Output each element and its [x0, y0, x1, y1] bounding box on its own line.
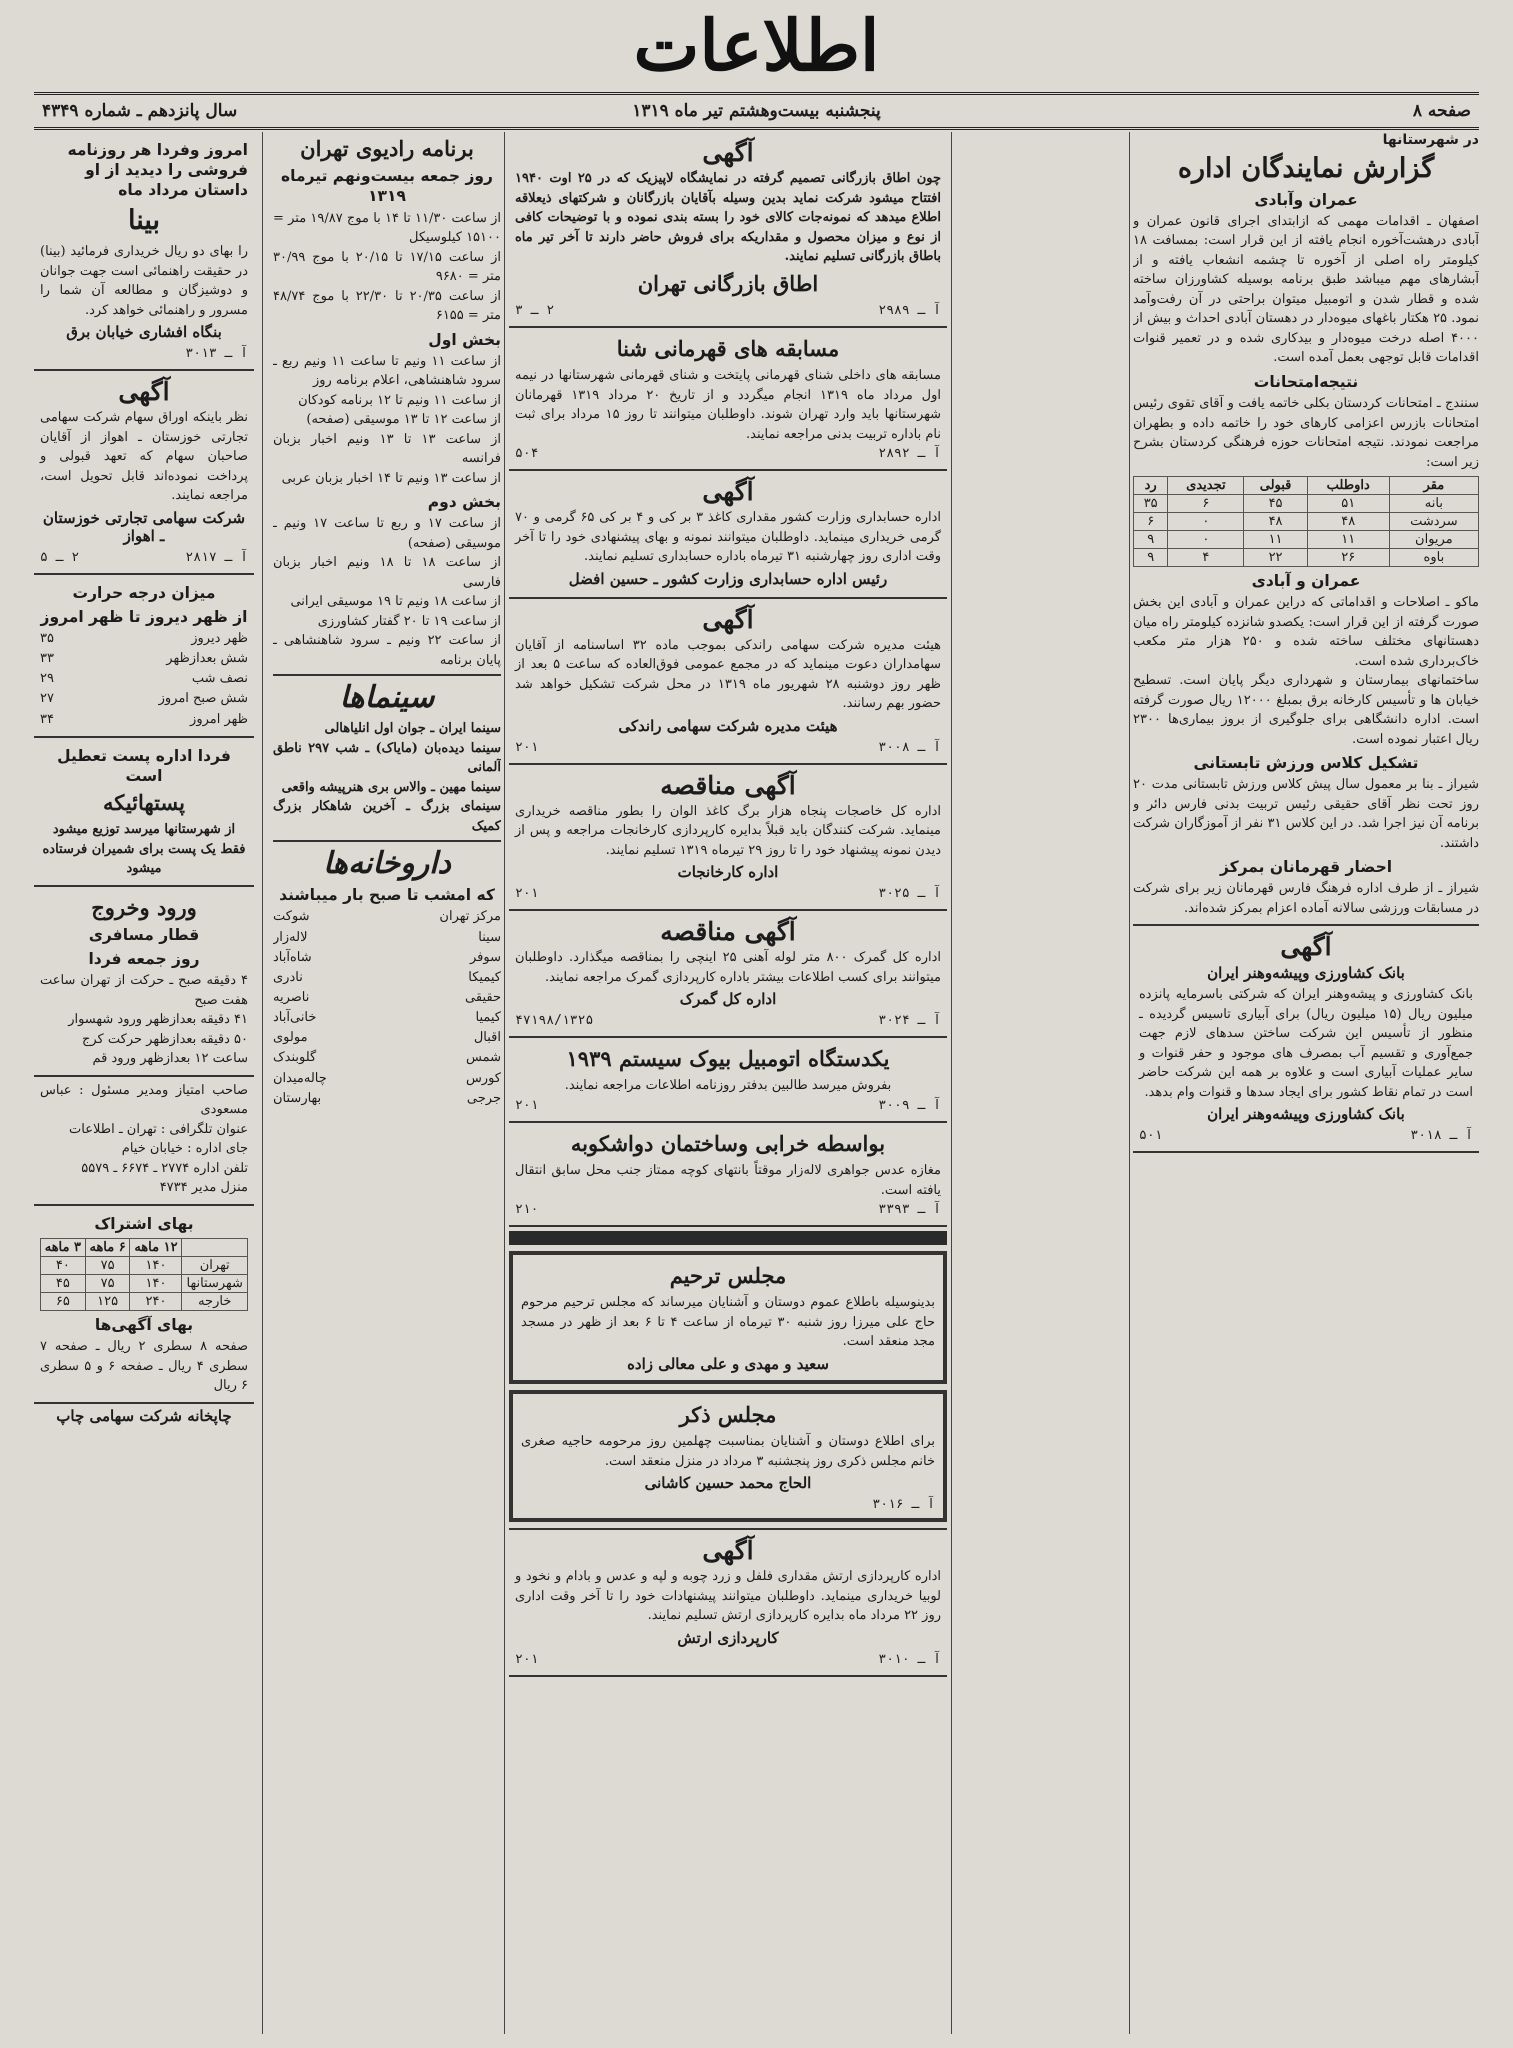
ad-heading: آگهی — [702, 604, 754, 634]
table-cell: ۰ — [1168, 531, 1244, 549]
ad-text: بانک کشاورزی و پیشه‌وهنر ایران که شرکتی باسرمایه پانزده میلیون ریال (۱۵ میلیون ریال) برای آبیاری تاسیس گردیده ـ منظور از تأسیس این شرکت ساختن سدهای لازم جهت جمع‌آوری و تقسیم آب بمصرف های موجود و حفر قنوات و سایر عملیات آبیاری است و علاوه بر همه این شرکت حاضر است در تمام نقاط کشور برای ایجاد سدها و قنوات وام بدهد. — [1139, 987, 1473, 1100]
table-cell: ۴۵ — [1244, 495, 1307, 513]
issue-date: پنجشنبه بیست‌وهشتم تیر ماه ۱۳۱۹ — [632, 101, 881, 121]
radio-item: از ساعت ۱۳ ونیم تا ۱۴ اخبار بزبان عربی — [281, 470, 501, 486]
novel-name: بینا — [127, 205, 161, 237]
ref-code: آ ـ ۳۰۲۵ — [878, 886, 941, 901]
swim-contest — [509, 328, 947, 471]
ad-reference — [515, 884, 941, 903]
ad-reference — [515, 1650, 941, 1669]
ad-text: مسابقه های داخلی شنای قهرمانی پایتخت و شنای قهرمانی شهرستانها در نیمه اول مرداد ماه ۱۳۱۹ انجام میگردد و از تاریخ ۲۰ مرداد ۱۳۱۹ قهرمانان شهرستانها باید وارد تهران شوند. داوطلبان میتوانند تا روز ۱۵ مرداد برای ثبت نام باداره تربیت بدنی مراجعه نمایند. — [515, 368, 942, 442]
time-label: شش بعدازظهر — [166, 651, 248, 667]
ad-text: هیئت مدیره شرکت سهامی راندکی بموجب ماده ۳۲ اساسنامه از آقایان سهامداران دعوت مینماید که در مجمع عمومی فوق‌العاده که ساعت ۵ بعد از ظهر روز دوشنبه ۲۸ شهریور ماه ۱۳۱۹ در محل شرکت تشکیل خواهد شد حضور بهم رسانند. — [515, 637, 941, 711]
table-cell: ۷۵ — [85, 1256, 130, 1274]
ref-code: ۵۰۱ — [1139, 1128, 1163, 1144]
temperature-subtitle: از ظهر دیروز تا ظهر امروز — [40, 607, 248, 626]
table-cell: ۴۰ — [41, 1256, 86, 1274]
pharmacy-subtitle: که امشب تا صبح بار میباشند — [279, 886, 495, 905]
radio-item: از ساعت ۱۱ ونیم تا ساعت ۱۱ ونیم ربع ـ سرود شاهنشاهی، اعلام برنامه روز — [273, 353, 501, 389]
ad-heading: آگهی — [1280, 932, 1332, 962]
notice-signature: سعید و مهدی و علی معالی زاده — [627, 1354, 829, 1373]
time-label: نصف شب — [191, 671, 248, 687]
ad-title: بانک کشاورزی وپیشه‌وهنر ایران — [1207, 964, 1405, 983]
ref-code: آ ـ ۳۰۱۰ — [878, 1651, 941, 1667]
ad-signature: کارپردازی ارتش — [677, 1628, 779, 1647]
ref-code: ۲۱۰ — [515, 1202, 539, 1217]
novel-signature: بنگاه افشاری خیابان برق — [66, 323, 222, 342]
radio-item: از ساعت ۱۸ تا ۱۸ ونیم اخبار بزبان فارسی — [273, 555, 501, 590]
ref-code: ۵۰۴ — [515, 446, 539, 461]
imprint-line: صاحب امتیاز ومدیر مسئول : عباس مسعودی — [40, 1082, 248, 1118]
radio-item: از ساعت ۱۸ ونیم تا ۱۹ موسیقی ایرانی — [290, 594, 501, 610]
ad-heading: آگهی — [702, 477, 754, 506]
district: شمس — [466, 1050, 501, 1066]
section-label: در شهرستانها — [1382, 132, 1479, 148]
article-text: ساختمانهای بیمارستان و شهرداری دیگر پایان است. تسطیح خیابان ها و تأسیس کارخانه برق بمبلغ ۱۲۰۰۰ ریال صورت گرفته است. اداره دانشگاهی برای جلوگیری از بروز بیماری‌ها ۲۳۰۰ ریال اعتبار نموده است. — [1133, 673, 1479, 747]
table-cell: ۱۲۵ — [85, 1292, 130, 1310]
table-cell: خارجه — [182, 1292, 248, 1310]
list-item — [273, 907, 501, 927]
ad-text: اداره کارپردازی ارتش مقداری فلفل و زرد چوبه و لپه و عدس و بادام و نخود و لوبیا خریداری مینماید. داوطلبان میتوانند پیشنهادات خود را تا آخر وقت اداری روز ۲۲ مرداد ماه بدایره کارپردازی ارتش تسلیم نمایند. — [515, 1569, 941, 1623]
ad-text: اداره کل خاصجات پنجاه هزار برگ کاغذ الوان را بطور مناقصه خریداری مینماید. شرکت کنندگان باید قبلاً بدایره کارپردازی کارخانجات مراجعه و پس از دیدن نمونه پیشنهاد خود را تا روز ۲۹ تیرماه ۱۳۱۹ تسلیم نمایند. — [515, 803, 941, 858]
ad-signature: اداره کل گمرک — [679, 990, 777, 1008]
train-row: ۴ دقیقه صبح ـ حرکت از تهران ساعت هفت صبح — [40, 973, 248, 1008]
army-ad — [509, 1528, 947, 1677]
table-row — [1134, 513, 1479, 531]
table-cell: ۹ — [1134, 531, 1168, 549]
radio-item: از ساعت ۱۹ تا ۲۰ گفتار کشاورزی — [317, 613, 501, 629]
table-cell: ۵۱ — [1307, 495, 1389, 513]
post-text: از شهرستانها میرسد توزیع میشود فقط یک پست برای شمیران فرستاده میشود — [42, 822, 246, 877]
tender-ad — [509, 765, 947, 912]
table-cell: تهران — [182, 1256, 248, 1274]
district: جرجی — [466, 1090, 501, 1106]
table-header: تجدیدی — [1168, 477, 1244, 495]
ad-text: نظر باینکه اوراق سهام شرکت سهامی تجارتی خوزستان ـ اهواز از آقایان صاحبان سهام که تعهد قبولی و پرداخت نموده‌اند قابل تحویل است، مراجعه نمایند. — [40, 410, 248, 504]
table-cell: ۲۶ — [1307, 549, 1389, 567]
imprint-line: منزل مدیر ۴۷۳۴ — [159, 1180, 248, 1196]
table-cell: ۶۵ — [41, 1292, 86, 1310]
memorial-notice — [509, 1251, 947, 1384]
table-cell: ۱۱ — [1244, 531, 1307, 549]
ad-title: یکدستگاه اتومبیل بیوک سیستم ۱۹۳۹ — [566, 1046, 890, 1071]
list-item — [273, 1008, 501, 1028]
ad-signature: شرکت سهامی تجارتی خوزستان ـ اهواز — [42, 508, 246, 545]
table-header: قبولی — [1244, 477, 1307, 495]
ref-code: آ ـ ۳۰۱۸ — [1410, 1128, 1473, 1144]
headline: گزارش نمایندگان اداره — [1177, 153, 1435, 184]
ref-code: ۲۰۱ — [515, 739, 539, 755]
district: سینا — [478, 929, 501, 945]
ad-text: چون اطاق بازرگانی تصمیم گرفته در نمایشگاه لاپیزیک که در ۲۵ اوت ۱۹۴۰ افتتاح میشود شرکت نماید بدین وسیله بآقایان بازرگانان و شرکتهای ذیعلاقه اطلاع میدهد که نمونه‌جات کالای خود را بسته بندی نموده و با توضیحات کافی از نوع و میزان محصول و مقداریکه برای فروش حاضر دارند تا آخر تیر ماه باطاق بازرگانی تسلیم نمایند. — [515, 171, 941, 264]
exam-results-table — [1133, 476, 1479, 567]
list-item — [273, 1089, 501, 1109]
temperature-box — [34, 575, 254, 738]
table-cell: شهرستانها — [182, 1274, 248, 1292]
table-cell: ۴۵ — [41, 1274, 86, 1292]
temperature-value: ۳۳ — [40, 651, 54, 667]
list-item — [273, 988, 501, 1008]
radio-part-title: بخش دوم — [427, 493, 501, 512]
ad-reference — [515, 301, 941, 320]
pharmacy: مولوی — [273, 1030, 308, 1046]
table-row — [1134, 495, 1479, 513]
ad-text: بفروش میرسد طالبین بدفتر روزنامه اطلاعات مراجعه نمایند. — [564, 1078, 892, 1094]
radio-frequency: از ساعت ۲۰/۳۵ تا ۲۲/۳۰ با موج ۴۸/۷۴ متر = ۶۱۵۵ — [273, 288, 501, 324]
table-cell: سردشت — [1389, 513, 1478, 531]
subscription-table — [40, 1238, 248, 1311]
train-title: ورود وخروج — [91, 894, 197, 920]
radio-item: از ساعت ۱۷ و ربع تا ساعت ۱۷ ونیم ـ موسیقی (صفحه) — [273, 516, 501, 551]
time-label: ظهر دیروز — [191, 630, 248, 646]
newspaper-title: اطلاعات — [633, 4, 880, 87]
column-rule — [1129, 132, 1130, 2034]
table-cell: ۱۱ — [1307, 531, 1389, 549]
ref-code: ۲۰۱ — [515, 1651, 539, 1667]
table-cell: ۶ — [1168, 495, 1244, 513]
list-item — [273, 1028, 501, 1048]
list-item — [40, 629, 248, 649]
radio-date: روز جمعه بیست‌ونهم تیرماه ۱۳۱۹ — [281, 167, 493, 206]
ref-code: آ ـ ۳۰۰۹ — [878, 1097, 941, 1113]
ad-reference — [515, 1096, 941, 1115]
table-cell: باوه — [1389, 549, 1478, 567]
ref-code: آ ـ ۲۹۸۹ — [878, 302, 941, 318]
notice-text: بدینوسیله باطلاع عموم دوستان و آشنایان میرساند که مجلس ترحیم مرحوم حاج علی میرزا روز شنبه ۳۰ تیرماه از ساعت ۴ تا ۶ بعد از ظهر در مسجد مجد منعقد است. — [521, 1295, 936, 1350]
district: حقیقی — [465, 990, 501, 1006]
cinema-item: سینما دیده‌بان (مایاک) ـ شب ۲۹۷ ناطق آلمانی — [273, 740, 501, 776]
table-cell: ۴ — [1168, 549, 1244, 567]
customs-tender-ad — [509, 911, 947, 1038]
ad-reference — [515, 1200, 941, 1219]
column-provinces — [1133, 132, 1479, 2034]
ad-signature: اداره کارخانجات — [677, 863, 779, 881]
ad-text: اداره کل گمرک ۸۰۰ متر لوله آهنی ۲۵ اینچی را بمناقصه میگذارد. داوطلبان میتوانند برای کسب اطلاعات بیشتر باداره کارپردازی گمرک مراجعه نمایند. — [515, 950, 941, 985]
table-cell: ۲۴۰ — [130, 1292, 182, 1310]
ref-code: ۲۰۱ — [515, 1097, 539, 1113]
list-item — [273, 1069, 501, 1089]
radio-frequency: از ساعت ۱۷/۱۵ تا ۲۰/۱۵ با موج ۳۰/۹۹ متر = ۹۶۸۰ — [273, 249, 501, 285]
article-text: ماکو ـ اصلاحات و اقداماتی که دراین عمران و آبادی این بخش صورت گرفته از این قرار است: یکصدو شانزده کیلومتر راه میان دهستانهای مختلف ساخته شده و ۲۵۰ هزار متر مکعب خاک‌برداری شده است. — [1133, 595, 1479, 669]
pharmacy: خانی‌آباد — [273, 1010, 317, 1026]
table-cell: ۱۴۰ — [130, 1256, 182, 1274]
article-text: سنندج ـ امتحانات کردستان بکلی خاتمه یافت و آقای تقوی رئیس امتحانات بازرس اعزامی کارهای خود را خاتمه داده و بطهران مراجعت نمودند. نتیجه امتحانات حوزه فرهنگی کردستان بشرح زیر است: — [1133, 396, 1479, 470]
list-item — [40, 649, 248, 669]
district: کورس — [465, 1070, 501, 1086]
ref-code: ۴۷۱۹۸/۱۳۲۵ — [515, 1013, 594, 1028]
district: مرکز تهران — [439, 909, 501, 925]
list-item — [40, 669, 248, 689]
table-header: رد — [1134, 477, 1168, 495]
ref-code: آ ـ ۲۸۹۲ — [878, 446, 941, 461]
ad-heading: آگهی مناقصه — [660, 917, 796, 946]
ref-code: آ ـ ۳۰۱۳ — [185, 346, 248, 362]
train-row: ۴۱ دقیقه بعدازظهر ورود شهسوار — [68, 1012, 248, 1028]
khuzestan-ad — [34, 371, 254, 575]
ad-reference — [515, 738, 941, 757]
table-row — [41, 1274, 248, 1292]
temperature-value: ۳۴ — [40, 711, 54, 727]
district: اقبال — [473, 1030, 501, 1046]
article-text: شیراز ـ بنا بر معمول سال پیش کلاس ورزش تابستانی مدت ۲۰ روز تحت نظر آقای حقیقی رئیس تربیت بدنی فارس دائر و برنامه آن نیز اجرا شد. در این کلاس ۳۱ نفر از آموزگاران شرکت داشتند. — [1133, 777, 1479, 851]
ad-title: بواسطه خرابی وساختمان دواشکوبه — [570, 1130, 886, 1156]
table-cell: ۴۸ — [1244, 513, 1307, 531]
ad-reference — [40, 548, 248, 567]
table-cell: ۹ — [1134, 549, 1168, 567]
pharmacy: نادری — [273, 969, 303, 985]
subheading: عمران و آبادی — [1251, 572, 1361, 591]
cinema-item: سینمای بزرگ ـ آخرین شاهکار بزرگ کمیک — [273, 799, 501, 834]
table-row — [1134, 549, 1479, 567]
train-subtitle: قطار مسافری — [88, 925, 200, 944]
ad-signature: بانک کشاورزی وپیشه‌وهنر ایران — [1207, 1105, 1405, 1124]
table-cell: مریوان — [1389, 531, 1478, 549]
ref-code: آ ـ ۳۰۲۴ — [878, 1013, 941, 1028]
table-header: ۶ ماهه — [85, 1238, 130, 1256]
subheading: تشکیل کلاس ورزش تابستانی — [1193, 754, 1419, 773]
notice-text: برای اطلاع دوستان و آشنایان بمناسبت چهلمین روز مرحومه حاجیه صغری خانم مجلس ذکری روز پنجشنبه ۳ مرداد در منزل منعقد است. — [521, 1434, 935, 1469]
ads-price-title: بهای آگهی‌ها — [94, 1315, 194, 1334]
table-row — [41, 1256, 248, 1274]
bank-ad — [1133, 924, 1479, 1153]
post-subtitle: پستهائیکه — [102, 789, 186, 815]
train-row: ۵۰ دقیقه بعدازظهر حرکت کرج — [81, 1031, 248, 1047]
radio-part-title: بخش اول — [428, 330, 501, 349]
subheading: نتیجه‌امتحانات — [1253, 372, 1359, 391]
table-cell: بانه — [1389, 495, 1478, 513]
dateline — [34, 92, 1479, 130]
temperature-value: ۲۹ — [40, 671, 54, 687]
radio-title: برنامه رادیوی تهران — [300, 136, 474, 161]
ad-signature: هیئت مدیره شرکت سهامی راندکی — [618, 716, 838, 735]
table-cell: ۶ — [1134, 513, 1168, 531]
table-cell: ۲۲ — [1244, 549, 1307, 567]
ref-code: ۲ ـ ۳ — [515, 302, 555, 318]
pharmacy: بهارستان — [273, 1090, 322, 1106]
pharmacy: چاله‌میدان — [273, 1070, 327, 1086]
table-header: داوطلب — [1307, 477, 1389, 495]
table-header: ۳ ماهه — [41, 1238, 86, 1256]
ad-reference — [40, 344, 248, 363]
post-title: فردا اداره پست تعطیل است — [57, 746, 231, 785]
novel-ad — [34, 132, 254, 371]
table-header — [182, 1238, 248, 1256]
imprint-line: عنوان تلگرافی : تهران ـ اطلاعات — [69, 1121, 248, 1137]
left-block — [34, 132, 501, 2034]
district: کیمیکا — [468, 969, 501, 985]
table-cell: ۷۵ — [85, 1274, 130, 1292]
table-cell: ۳۵ — [1134, 495, 1168, 513]
subheading: عمران وآبادی — [1254, 190, 1358, 209]
column-ads — [509, 132, 947, 2034]
pharmacy: شاه‌آباد — [273, 949, 312, 965]
ad-signature: اطاق بازرگانی تهران — [637, 270, 819, 296]
ref-code: ۲۰۱ — [515, 886, 539, 901]
table-cell: ۱۴۰ — [130, 1274, 182, 1292]
cinema-item: سینما مهین ـ والاس بری هنرپیشه واقعی — [281, 779, 501, 795]
time-label: شش صبح امروز — [158, 691, 248, 707]
table-header: ۱۲ ماهه — [130, 1238, 182, 1256]
table-cell: ۴۸ — [1307, 513, 1389, 531]
list-item — [40, 710, 248, 730]
ad-text: اداره حسابداری وزارت کشور مقداری کاغذ ۳ بر کی و ۴ بر کی ۶۵ گرمی و ۷۰ گرمی خریداری مینماید. داوطلبان میتوانند نمونه و بهای پیشنهادی خود را تا آخر وقت اداری روز چهارشنبه ۳۱ تیرماه باداره حسابداری تسلیم نمایند. — [515, 510, 941, 564]
page-number: صفحه ۸ — [1412, 101, 1471, 121]
masthead — [0, 0, 1513, 92]
district: سوفر — [470, 949, 501, 965]
ref-code: آ ـ ۳۳۹۳ — [878, 1202, 941, 1217]
ad-heading: آگهی مناقصه — [660, 770, 796, 800]
radio-item: از ساعت ۱۲ تا ۱۳ موسیقی (صفحه) — [306, 412, 501, 428]
ad-signature: رئیس اداره حسابداری وزارت کشور ـ حسین افضل — [568, 569, 888, 588]
subscription-box — [34, 1206, 254, 1404]
list-item — [40, 689, 248, 709]
table-row — [41, 1292, 248, 1310]
subheading: احضار قهرمانان بمرکز — [1219, 858, 1393, 877]
memorial-notice — [509, 1390, 947, 1522]
novel-text: را بهای دو ریال خریداری فرمائید (بینا) در حقیقت راهنمائی است جهت جوانان و دوشیزگان و مطالعه آن شما را مسرور و راهنمائی خواهد کرد. — [40, 244, 248, 318]
novel-headline: امروز وفردا هر روزنامه فروشی را دیدید از او داستان مرداد ماه — [67, 141, 248, 200]
imprint-line: تلفن اداره ۲۷۷۴ ـ ۶۶۷۴ ـ ۵۵۷۹ — [81, 1160, 248, 1176]
pharmacy: گلوبندک — [273, 1050, 317, 1066]
pharmacy: ناصریه — [273, 990, 310, 1006]
temperature-title: میزان درجه حرارت — [72, 583, 216, 602]
column-services — [34, 132, 263, 2034]
ref-code: آ ـ ۳۰۰۸ — [878, 739, 941, 755]
shop-move-ad — [509, 1123, 947, 1227]
ref-code: آ ـ ۲۸۱۷ — [185, 549, 248, 565]
ad-reference — [515, 444, 941, 463]
ad-reference — [521, 1495, 935, 1514]
notice-title: مجلس ذکر — [679, 1401, 777, 1427]
imprint-line: جای اداره : خیابان خیام — [121, 1141, 248, 1157]
radio-item: از ساعت ۲۲ ونیم ـ سرود شاهنشاهی ـ پایان برنامه — [273, 633, 501, 668]
cinema-item: سینما ایران ـ جوان اول انلیاهالی — [324, 721, 501, 737]
table-cell: ۰ — [1168, 513, 1244, 531]
notice-signature: الحاج محمد حسین کاشانی — [644, 1474, 812, 1492]
list-item — [273, 948, 501, 968]
ads-price-text: صفحه ۸ سطری ۲ ریال ـ صفحه ۷ سطری ۴ ریال ـ صفحه ۶ و ۵ سطری ۶ ریال — [40, 1339, 248, 1393]
table-row — [1134, 531, 1479, 549]
list-item — [273, 928, 501, 948]
notice-title: مجلس ترحیم — [669, 1263, 787, 1288]
article-text: اصفهان ـ اقدامات مهمی که ازابتدای اجرای قانون عمران و آبادی درهشت‌آخوره انجام یافته از این قرار است: بمسافت ۱۸ کیلومتر راه اصلی از آخوره تا چشمه انشعاب یافته و از آبشارهای مهم میباشد طبق برنامه بوسیله کشاورزان ساخته شده و قطار شدن و اتومبیل میتوان براحتی در آن رفت‌وآمد نمود. ۲۵ هکتار باغهای میوه‌دار در دهستان آبادی احداث و بیش از ۴۰۰۰ اصله درخت میوه‌دار و بیدکاری شده و در تعمیر قنوات اقدامات قابل توجهی بعمل آمده است. — [1133, 213, 1479, 366]
ad-reference — [1139, 1126, 1473, 1145]
district: کیمیا — [475, 1010, 501, 1026]
article-text: شیراز ـ از طرف اداره فرهنگ فارس قهرمانان زیر برای شرکت در مسابقات ورزشی سالانه آماده اعزام بمرکز شده‌اند. — [1133, 881, 1479, 916]
chamber-ad — [509, 132, 947, 328]
pharmacy: شوکت — [273, 909, 310, 925]
imprint — [34, 1077, 254, 1206]
list-item — [273, 968, 501, 988]
pharmacy-title: داروخانه‌ها — [273, 840, 501, 881]
subscription-title: بهای اشتراک — [94, 1214, 194, 1233]
temperature-value: ۳۵ — [40, 630, 54, 646]
ref-code: آ ـ ۳۰۱۶ — [872, 1497, 935, 1512]
train-day: روز جمعه فردا — [88, 950, 200, 969]
ad-reference — [515, 1011, 941, 1030]
list-item — [273, 1048, 501, 1068]
paper-ad — [509, 471, 947, 599]
temperature-value: ۲۷ — [40, 691, 54, 707]
radio-frequency: از ساعت ۱۱/۳۰ تا ۱۴ با موج ۱۹/۸۷ متر = ۱۵۱۰۰ کیلوسیکل — [273, 210, 501, 246]
train-row: ساعت ۱۲ بعدازظهر ورود قم — [92, 1051, 248, 1067]
train-schedule — [34, 887, 254, 1077]
issue-number: سال پانزدهم ـ شماره ۴۳۴۹ — [42, 101, 238, 121]
ad-heading: آگهی — [118, 377, 170, 407]
table-header: مقر — [1389, 477, 1478, 495]
column-rule — [951, 132, 952, 2034]
ad-text: مغازه عدس جواهری لاله‌زار موقتاً بانتهای کوچه ممتاز جنب محل سابق انتقال یافته است. — [515, 1163, 941, 1198]
radio-item: از ساعت ۱۱ ونیم تا ۱۲ برنامه کودکان — [298, 392, 501, 408]
shareholders-ad — [509, 599, 947, 765]
ad-title: مسابقه های قهرمانی شنا — [616, 335, 840, 361]
printer-credit: چاپخانه شرکت سهامی چاپ — [56, 1406, 232, 1425]
pharmacy: لاله‌زار — [273, 929, 308, 945]
time-label: ظهر امروز — [190, 711, 248, 727]
radio-item: از ساعت ۱۳ تا ۱۳ ونیم اخبار بزبان فرانسه — [273, 431, 501, 467]
divider-banner — [509, 1231, 947, 1245]
ref-code: ۲ ـ ۵ — [40, 549, 80, 565]
column-rule — [504, 132, 505, 2034]
column-radio — [273, 132, 501, 2034]
table-row — [41, 1238, 248, 1256]
car-sale-ad — [509, 1038, 947, 1123]
ad-heading: آگهی — [702, 138, 754, 167]
post-notice — [34, 738, 254, 887]
ad-heading: آگهی — [702, 1536, 754, 1565]
cinema-title: سینماها — [273, 674, 501, 715]
